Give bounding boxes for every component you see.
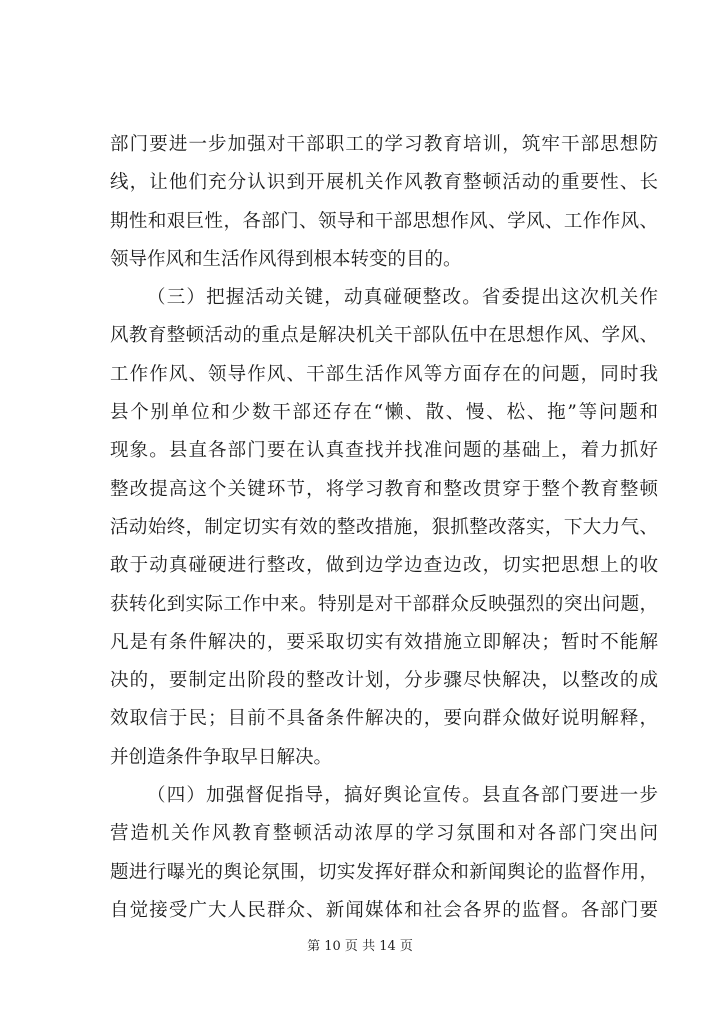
text-line: 获转化到实际工作中来。特别是对干部群众反映强烈的突出问题， (110, 593, 658, 615)
text-line: 县个别单位和少数干部还存在“懒、散、慢、松、拖”等问题和 (110, 402, 658, 424)
text-line: 期性和艰巨性，各部门、领导和干部思想作风、学风、工作作风、 (110, 210, 658, 232)
text-line: 部门要进一步加强对干部职工的学习教育培训，筑牢干部思想防 (110, 134, 658, 155)
body-text (110, 126, 658, 930)
text-line: 整改提高这个关键环节，将学习教育和整改贯穿于整个教育整顿 (110, 478, 658, 500)
text-line: 并创造条件争取早日解决。 (110, 746, 333, 768)
text-line: 现象。县直各部门要在认真查找并找准问题的基础上，着力抓好 (110, 440, 658, 462)
text-line: 决的，要制定出阶段的整改计划，分步骤尽快解决，以整改的成 (110, 670, 658, 692)
text-line: 风教育整顿活动的重点是解决机关干部队伍中在思想作风、学风、 (110, 325, 658, 347)
text-line: 线，让他们充分认识到开展机关作风教育整顿活动的重要性、长 (110, 172, 658, 194)
text-line: 敢于动真碰硬进行整改，做到边学边查边改，切实把思想上的收 (110, 555, 658, 577)
page-number-footer: 第 10 页 共 14 页 (307, 939, 413, 954)
paragraph-start-line: （四）加强督促指导，搞好舆论宣传。县直各部门要进一步 (147, 785, 658, 807)
text-line: 凡是有条件解决的，要采取切实有效措施立即解决；暂时不能解 (110, 631, 658, 653)
text-line: 自觉接受广大人民群众、新闻媒体和社会各界的监督。各部门要 (110, 899, 658, 921)
text-line: 营造机关作风教育整顿活动浓厚的学习氛围和对各部门突出问 (110, 823, 658, 845)
paragraph-start-line: （三）把握活动关键，动真碰硬整改。省委提出这次机关作 (147, 287, 658, 309)
text-line: 活动始终，制定切实有效的整改措施，狠抓整改落实，下大力气、 (110, 516, 658, 538)
text-line: 工作作风、领导作风、干部生活作风等方面存在的问题，同时我 (110, 363, 658, 385)
text-line: 领导作风和生活作风得到根本转变的目的。 (110, 248, 462, 270)
text-line: 效取信于民；目前不具备条件解决的，要向群众做好说明解释， (110, 708, 658, 730)
text-line: 题进行曝光的舆论氛围，切实发挥好群众和新闻舆论的监督作用， (110, 861, 658, 883)
